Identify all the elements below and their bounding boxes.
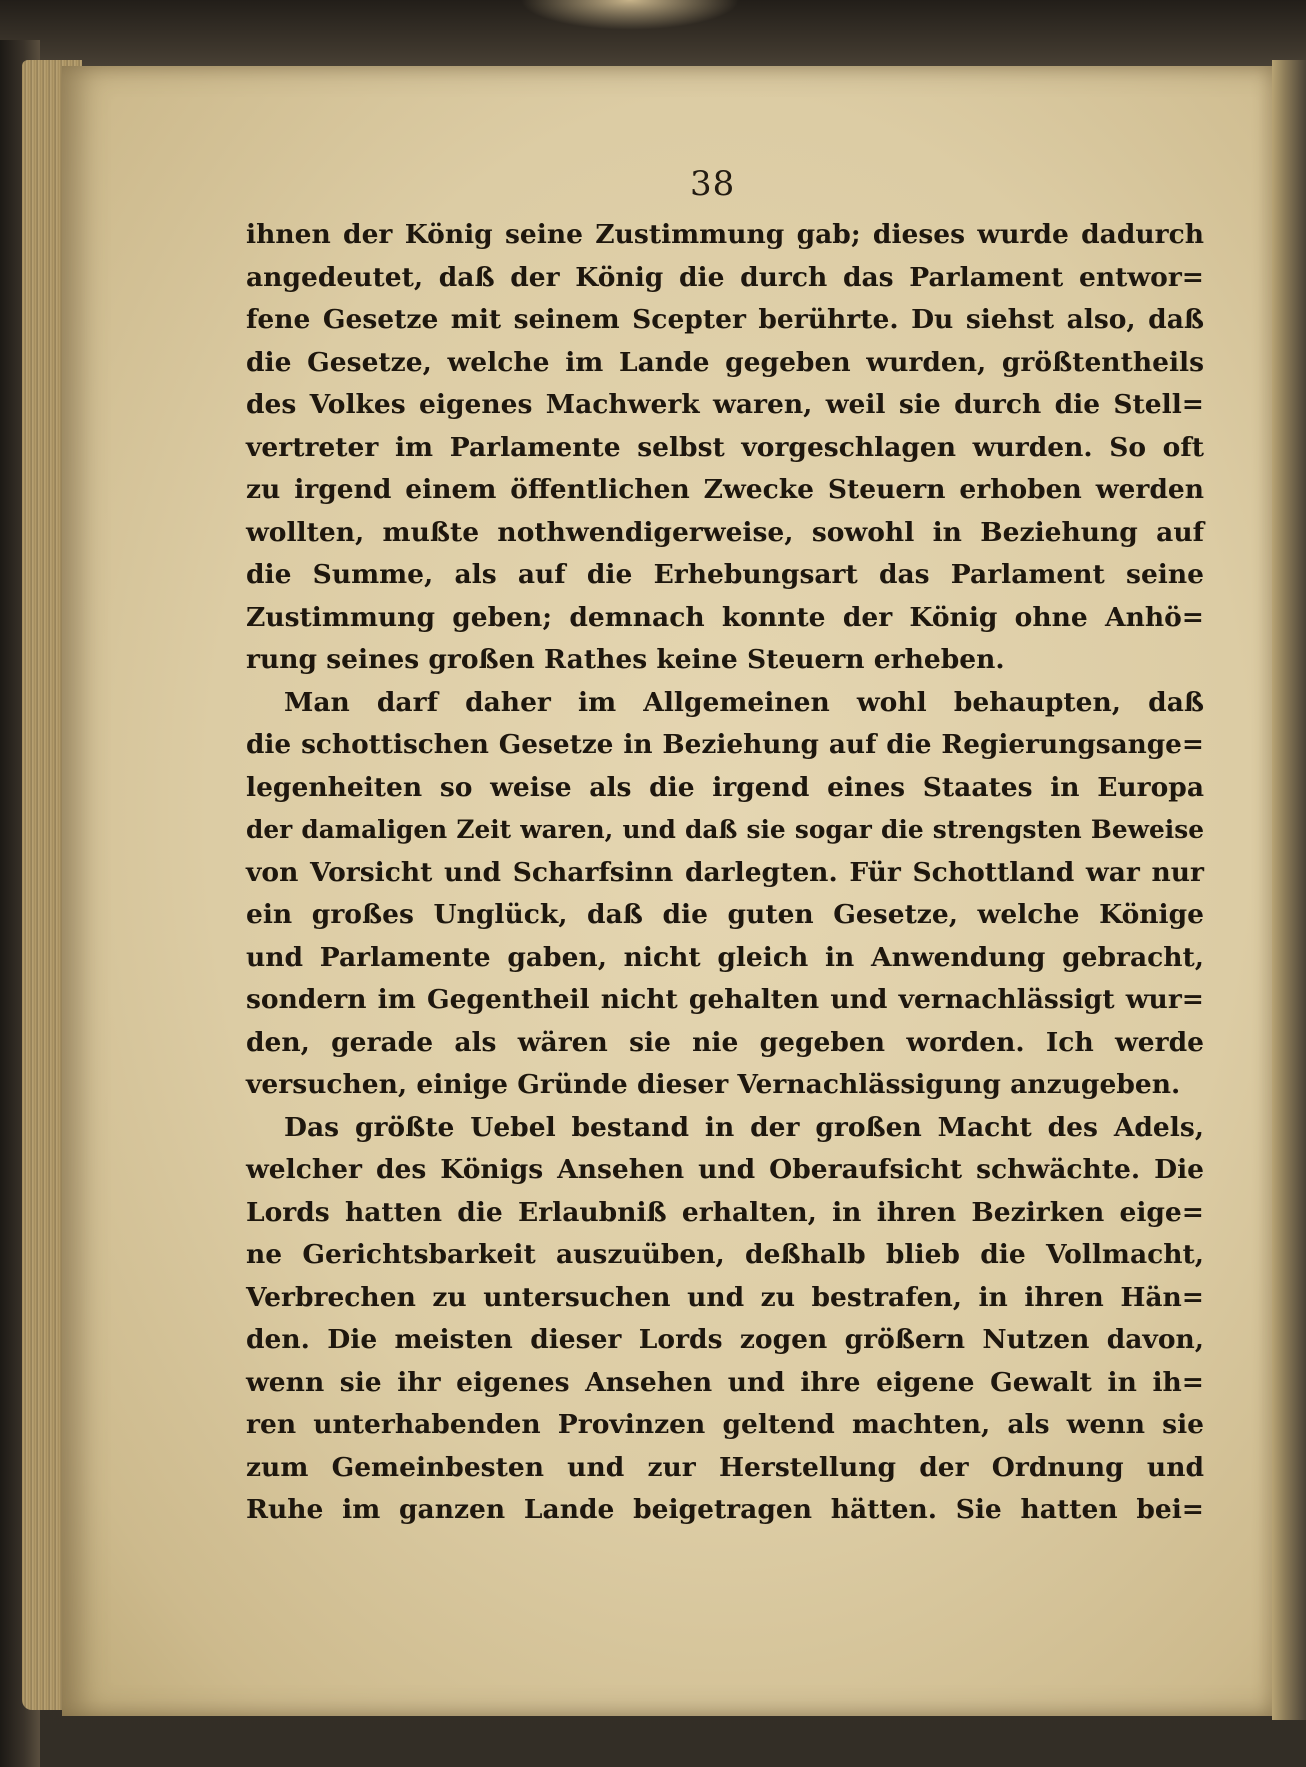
text-line: Ruhe im ganzen Lande beigetragen hätten. Sie hatten bei=	[246, 1494, 1204, 1525]
text-line: des Volkes eigenes Machwerk waren, weil sie durch die Stell=	[246, 389, 1204, 420]
text-line: rung seines großen Rathes keine Steuern erheben.	[246, 644, 1005, 675]
text-line: den. Die meisten dieser Lords zogen größern Nutzen davon,	[246, 1324, 1204, 1355]
text-line: legenheiten so weise als die irgend eines Staates in Europa	[246, 771, 1204, 803]
text-line: angedeutet, daß der König die durch das Parlament entwor=	[246, 261, 1204, 293]
paper-stain	[520, 0, 740, 30]
text-line: ihnen der König seine Zustimmung gab; dieses wurde dadurch	[246, 219, 1204, 250]
text-line: versuchen, einige Gründe dieser Vernachlässigung anzugeben.	[246, 1069, 1181, 1100]
text-line: Verbrechen zu untersuchen und zu bestrafen, in ihren Hän=	[246, 1281, 1204, 1313]
page-number: 38	[690, 164, 736, 204]
text-line: wollten, mußte nothwendigerweise, sowohl in Beziehung auf	[246, 516, 1204, 548]
text-line: zum Gemeinbesten und zur Herstellung der Ordnung und	[246, 1451, 1204, 1483]
text-line: Lords hatten die Erlaubniß erhalten, in ihren Bezirken eige=	[246, 1196, 1204, 1228]
text-line: die Summe, als auf die Erhebungsart das Parlament seine	[246, 559, 1204, 590]
text-line: der damaligen Zeit waren, und daß sie sogar die strengsten Beweise	[246, 815, 1204, 844]
text-line: ren unterhabenden Provinzen geltend machten, als wenn sie	[246, 1409, 1204, 1440]
book-right-edge	[1272, 60, 1306, 1720]
text-line: den, gerade als wären sie nie gegeben worden. Ich werde	[246, 1026, 1204, 1058]
text-line: ne Gerichtsbarkeit auszuüben, deßhalb blieb die Vollmacht,	[246, 1239, 1204, 1270]
text-line: wenn sie ihr eigenes Ansehen und ihre eigene Gewalt in ih=	[246, 1366, 1204, 1398]
text-line: Zustimmung geben; demnach konnte der König ohne Anhö=	[246, 601, 1204, 633]
text-line: sondern im Gegentheil nicht gehalten und vernachlässigt wur=	[246, 984, 1204, 1015]
text-line: Das größte Uebel bestand in der großen Macht des Adels,	[284, 1111, 1204, 1143]
text-block	[246, 214, 1204, 1532]
text-line: Man darf daher im Allgemeinen wohl behaupten, daß	[284, 686, 1204, 718]
text-line: fene Gesetze mit seinem Scepter berührte. Du siehst also, daß	[246, 304, 1204, 335]
text-line: und Parlamente gaben, nicht gleich in Anwendung gebracht,	[246, 941, 1204, 973]
text-line: die Gesetze, welche im Lande gegeben wurden, größtentheils	[246, 346, 1204, 378]
text-line: vertreter im Parlamente selbst vorgeschlagen wurden. So oft	[246, 431, 1204, 463]
text-line: von Vorsicht und Scharfsinn darlegten. Für Schottland war nur	[246, 856, 1204, 888]
text-line: zu irgend einem öffentlichen Zwecke Steuern erhoben werden	[246, 474, 1204, 505]
text-line: die schottischen Gesetze in Beziehung auf die Regierungsange=	[246, 729, 1204, 760]
text-line: welcher des Königs Ansehen und Oberaufsicht schwächte. Die	[246, 1154, 1204, 1185]
text-line: ein großes Unglück, daß die guten Gesetze, welche Könige	[246, 899, 1204, 930]
